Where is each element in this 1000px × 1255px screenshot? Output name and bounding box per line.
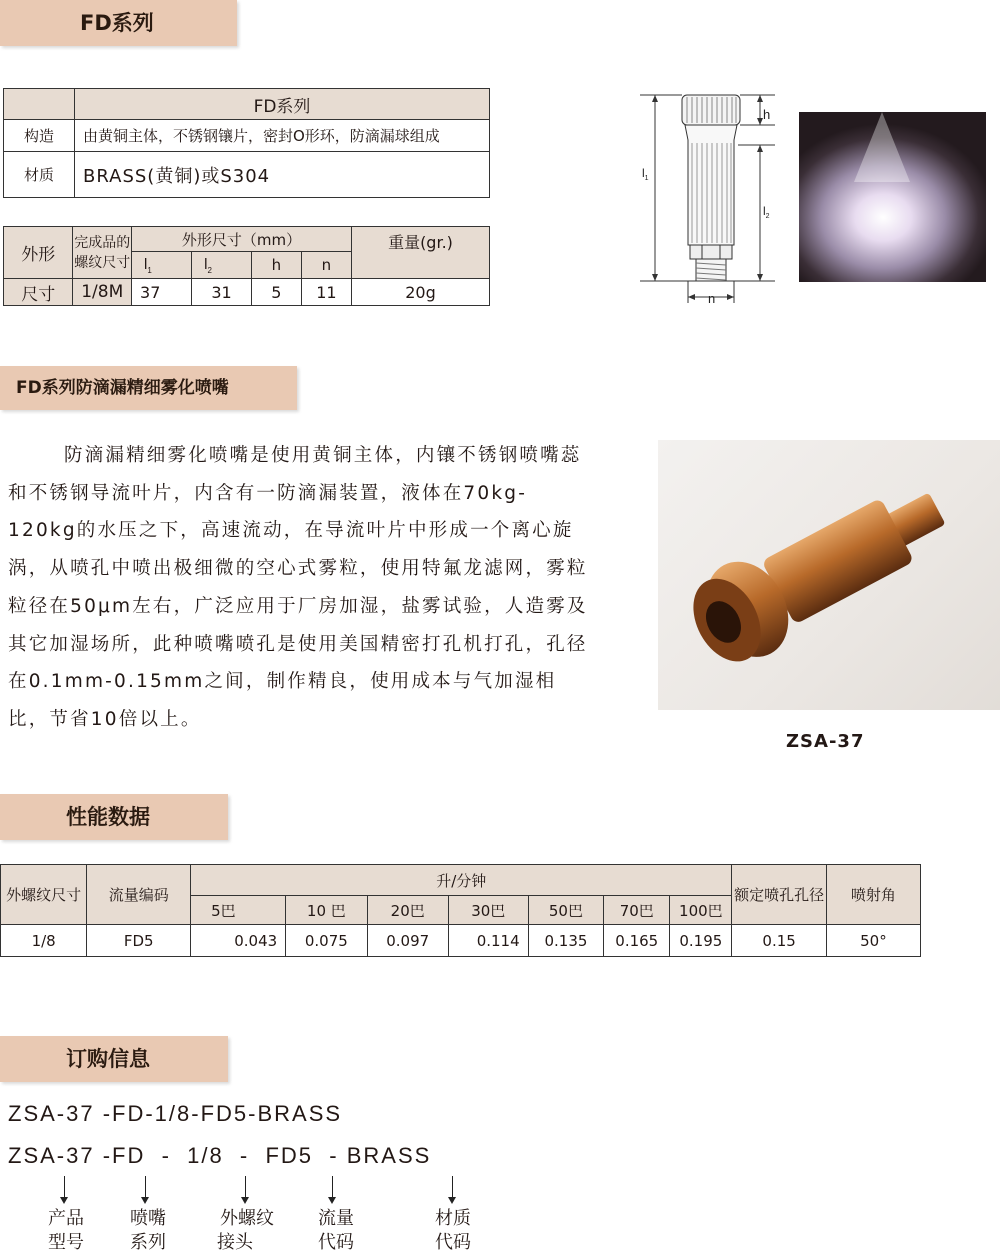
section-tab-performance xyxy=(0,794,228,840)
dim-label-shape: 外形 xyxy=(4,227,73,279)
dim-col-l2: $l_2$ xyxy=(192,252,252,279)
perf-header-orifice: 额定喷孔孔径 xyxy=(732,865,826,925)
label-line: 产品 xyxy=(48,1208,84,1229)
section-tab-label: 订购信息 xyxy=(66,1047,150,1071)
arrow-down-icon xyxy=(64,1176,65,1198)
label-line: 流量 xyxy=(318,1208,354,1229)
label-line: 喷嘴 xyxy=(130,1208,166,1229)
spec-label-material: 材质 xyxy=(4,152,75,198)
dim-thread-header: 完成品的螺纹尺寸 xyxy=(73,227,132,279)
section-tab-label: 性能数据 xyxy=(66,805,150,829)
dim-size-header: 外形尺寸（mm） xyxy=(132,227,352,252)
spec-value-material: BRASS(黄铜)或S304 xyxy=(75,152,490,198)
spec-table-title: FD系列 xyxy=(75,89,490,120)
dim-col-n: n xyxy=(301,252,351,279)
arrow-down-icon xyxy=(245,1176,246,1198)
spec-table-corner xyxy=(4,89,75,120)
arrow-down-icon xyxy=(452,1176,453,1198)
dim-label-size: 尺寸 xyxy=(4,279,73,306)
product-photo xyxy=(658,440,1000,710)
label-line: 接头 xyxy=(217,1232,253,1253)
label-line: 型号 xyxy=(48,1232,84,1253)
spec-value-structure: 由黄铜主体，不锈钢镶片，密封O形环，防滴漏球组成 xyxy=(75,120,490,152)
dim-h-value: 5 xyxy=(251,279,301,306)
perf-flow-5: 0.043 xyxy=(191,925,286,957)
label-line: 材质 xyxy=(435,1208,471,1229)
perf-header-code: 流量编码 xyxy=(87,865,191,925)
section-tab-anti-drip xyxy=(0,366,297,410)
dimension-table xyxy=(3,226,490,306)
perf-flow-20: 0.097 xyxy=(367,925,448,957)
order-code-breakdown: ZSA-37 -FD - 1/8 - FD5 - BRASS xyxy=(8,1143,432,1168)
dim-weight-value: 20g xyxy=(351,279,489,306)
perf-thread-value: 1/8 xyxy=(1,925,87,957)
dim-col-l1: $l_1$ xyxy=(132,252,192,279)
nozzle-dimension-drawing xyxy=(630,85,790,310)
performance-table xyxy=(0,864,921,957)
drawing-label-n: n xyxy=(708,291,716,306)
perf-pressure-10: 10 巴 xyxy=(286,896,367,925)
dim-thread-value: 1/8M xyxy=(73,279,132,306)
order-label-material-code xyxy=(427,1207,479,1255)
perf-header-thread: 外螺纹尺寸 xyxy=(1,865,87,925)
order-label-nozzle-series xyxy=(122,1207,174,1255)
description-paragraph: 防滴漏精细雾化喷嘴是使用黄铜主体，内镶不锈钢喷嘴蕊和不锈钢导流叶片，内含有一防滴漏装置，液体在70kg-120kg的水压之下，高速流动，在导流叶片中形成一个离心旋涡，从喷孔中喷出极细微的空心式雾粒，使用特氟龙滤网，雾粒粒径在50μm左右，广泛应用于厂房加湿，盐雾试验，人造雾及其它加湿场所，此种喷嘴喷孔是使用美国精密打孔机打孔，孔径在0.1mm-0.15mm之间，制作精良，使用成本与气加湿相比，节省10倍以上。 xyxy=(8,445,588,730)
brass-nozzle-image xyxy=(658,440,1000,710)
section-tab-label: FD系列防滴漏精细雾化喷嘴 xyxy=(16,378,229,398)
dim-n-value: 11 xyxy=(301,279,351,306)
perf-pressure-30: 30巴 xyxy=(448,896,528,925)
drawing-label-l1: $l_1$ xyxy=(642,166,649,182)
spray-photo xyxy=(799,112,986,282)
perf-pressure-20: 20巴 xyxy=(367,896,448,925)
order-label-product-model xyxy=(40,1207,92,1255)
arrow-down-icon xyxy=(145,1176,146,1198)
perf-flow-100: 0.195 xyxy=(670,925,732,957)
label-line: 代码 xyxy=(318,1232,354,1253)
perf-pressure-5: 5巴 xyxy=(191,896,286,925)
perf-angle-value: 50° xyxy=(826,925,920,957)
spec-label-structure: 构造 xyxy=(4,120,75,152)
order-label-thread xyxy=(212,1207,282,1255)
perf-header-flow: 升/分钟 xyxy=(191,865,732,896)
label-line: 系列 xyxy=(130,1232,166,1253)
dim-weight-header: 重量(gr.) xyxy=(351,227,489,279)
perf-flow-50: 0.135 xyxy=(528,925,604,957)
section-tab-fd-series xyxy=(0,0,237,46)
perf-flow-70: 0.165 xyxy=(604,925,670,957)
label-line: 外螺纹 xyxy=(220,1208,274,1229)
product-caption: ZSA-37 xyxy=(786,731,865,752)
perf-header-angle: 喷射角 xyxy=(826,865,920,925)
order-label-flow-code xyxy=(310,1207,362,1255)
label-line: 代码 xyxy=(435,1232,471,1253)
spec-table xyxy=(3,88,490,198)
perf-code-value: FD5 xyxy=(87,925,191,957)
perf-flow-10: 0.075 xyxy=(286,925,367,957)
drawing-label-l2: $l_2$ xyxy=(763,204,770,220)
arrow-down-icon xyxy=(332,1176,333,1198)
order-code-full: ZSA-37 -FD-1/8-FD5-BRASS xyxy=(8,1101,343,1126)
perf-pressure-50: 50巴 xyxy=(528,896,604,925)
perf-flow-30: 0.114 xyxy=(448,925,528,957)
perf-orifice-value: 0.15 xyxy=(732,925,826,957)
perf-pressure-100: 100巴 xyxy=(670,896,732,925)
dim-l2-value: 31 xyxy=(192,279,252,306)
section-tab-label: FD系列 xyxy=(80,11,154,35)
dim-col-h: h xyxy=(251,252,301,279)
perf-pressure-70: 70巴 xyxy=(604,896,670,925)
drawing-label-h: h xyxy=(763,107,771,122)
section-tab-ordering xyxy=(0,1036,228,1082)
dim-l1-value: 37 xyxy=(132,279,192,306)
